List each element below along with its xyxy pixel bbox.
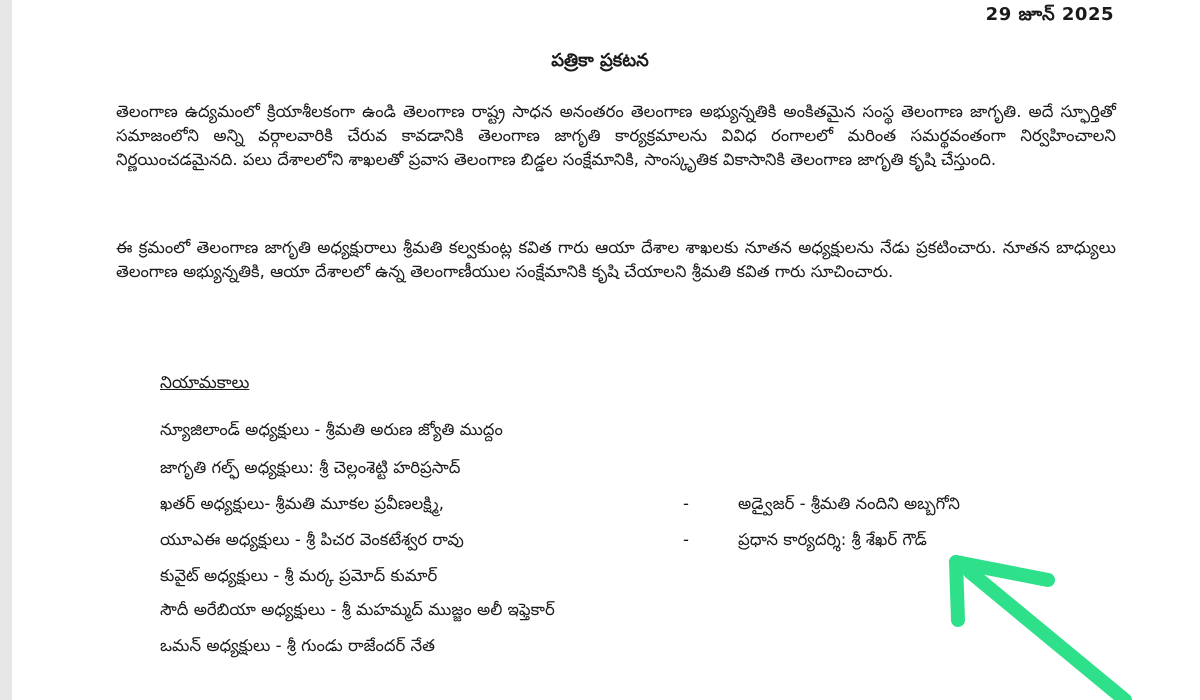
paragraph-intro: తెలంగాణ ఉద్యమంలో క్రియాశీలకంగా ఉండి తెలంగాణ రాష్ట్ర సాధన అనంతరం తెలంగాణ అభ్యున్నతికి అంకితమైన సంస్థ తెలంగాణ జాగృతి. అదే స్ఫూర్తితో సమాజంలోని అన్ని వర్గాలవారికి చేరువ కావడానికి తెలంగాణ జాగృతి కార్యక్రమాలను వివిధ రంగాలలో మరింత సమర్థవంతంగా నిర్వహించాలని నిర్ణయించడమైనది. పలు దేశాలలోని శాఖలతో ప్రవాస తెలంగాణ బిడ్డల సంక్షేమానికి, సాంస్కృతిక వికాసానికి తెలంగాణ జాగృతి కృషి చేస్తుంది. <box>116 102 1116 169</box>
green-arrow-icon <box>930 550 1200 700</box>
general-secretary-uae: ప్రధాన కార్యదర్శి: శ్రీ శేఖర్ గౌడ్ <box>738 530 927 549</box>
separator-dash-qatar: - <box>683 494 689 513</box>
appointment-gulf: జాగృతి గల్ఫ్ అధ్యక్షులు: శ్రీ చెల్లంశెట్టి హరిప్రసాద్ <box>160 458 461 477</box>
document-title: పత్రికా ప్రకటన <box>551 50 649 71</box>
appointment-uae: యూఎఈ అధ్యక్షులు - శ్రీ పిచర వెంకటేశ్వర రావు <box>160 530 464 549</box>
paragraph-announcement: ఈ క్రమంలో తెలంగాణ జాగృతి అధ్యక్షురాలు శ్రీమతి కల్వకుంట్ల కవిత గారు ఆయా దేశాల శాఖలకు నూతన అధ్యక్షులను నేడు ప్రకటించారు. నూతన బాధ్యులు తెలంగాణ అభ్యున్నతికి, ఆయా దేశాలలో ఉన్న తెలంగాణీయుల సంక్షేమానికి కృషి చేయాలని శ్రీమతి కవిత గారు సూచించారు. <box>116 238 1116 281</box>
document-date: 29 జూన్ 2025 <box>985 4 1114 25</box>
appointment-oman: ఒమన్ అధ్యక్షులు - శ్రీ గుండు రాజేందర్ నేత <box>160 636 435 655</box>
appointments-heading: నియామకాలు <box>160 373 250 393</box>
appointment-new-zealand: న్యూజిలాండ్ అధ్యక్షులు - శ్రీమతి అరుణ జ్యోతి ముద్దం <box>160 420 503 439</box>
left-margin-strip <box>0 0 12 700</box>
adviser-qatar: అడ్వైజర్ - శ్రీమతి నందిని అబ్బగోని <box>738 494 960 513</box>
appointment-qatar: ఖతర్ అధ్యక్షులు- శ్రీమతి మూకల ప్రవీణలక్ష్మి, <box>160 494 444 513</box>
appointment-saudi-arabia: సౌదీ అరేబియా అధ్యక్షులు - శ్రీ మహమ్మద్ ముజ్జం అలీ ఇఫ్తెకార్ <box>160 600 555 619</box>
appointment-kuwait: కువైట్ అధ్యక్షులు - శ్రీ మర్క ప్రమోద్ కుమార్ <box>160 566 438 585</box>
separator-dash-uae: - <box>683 530 689 549</box>
